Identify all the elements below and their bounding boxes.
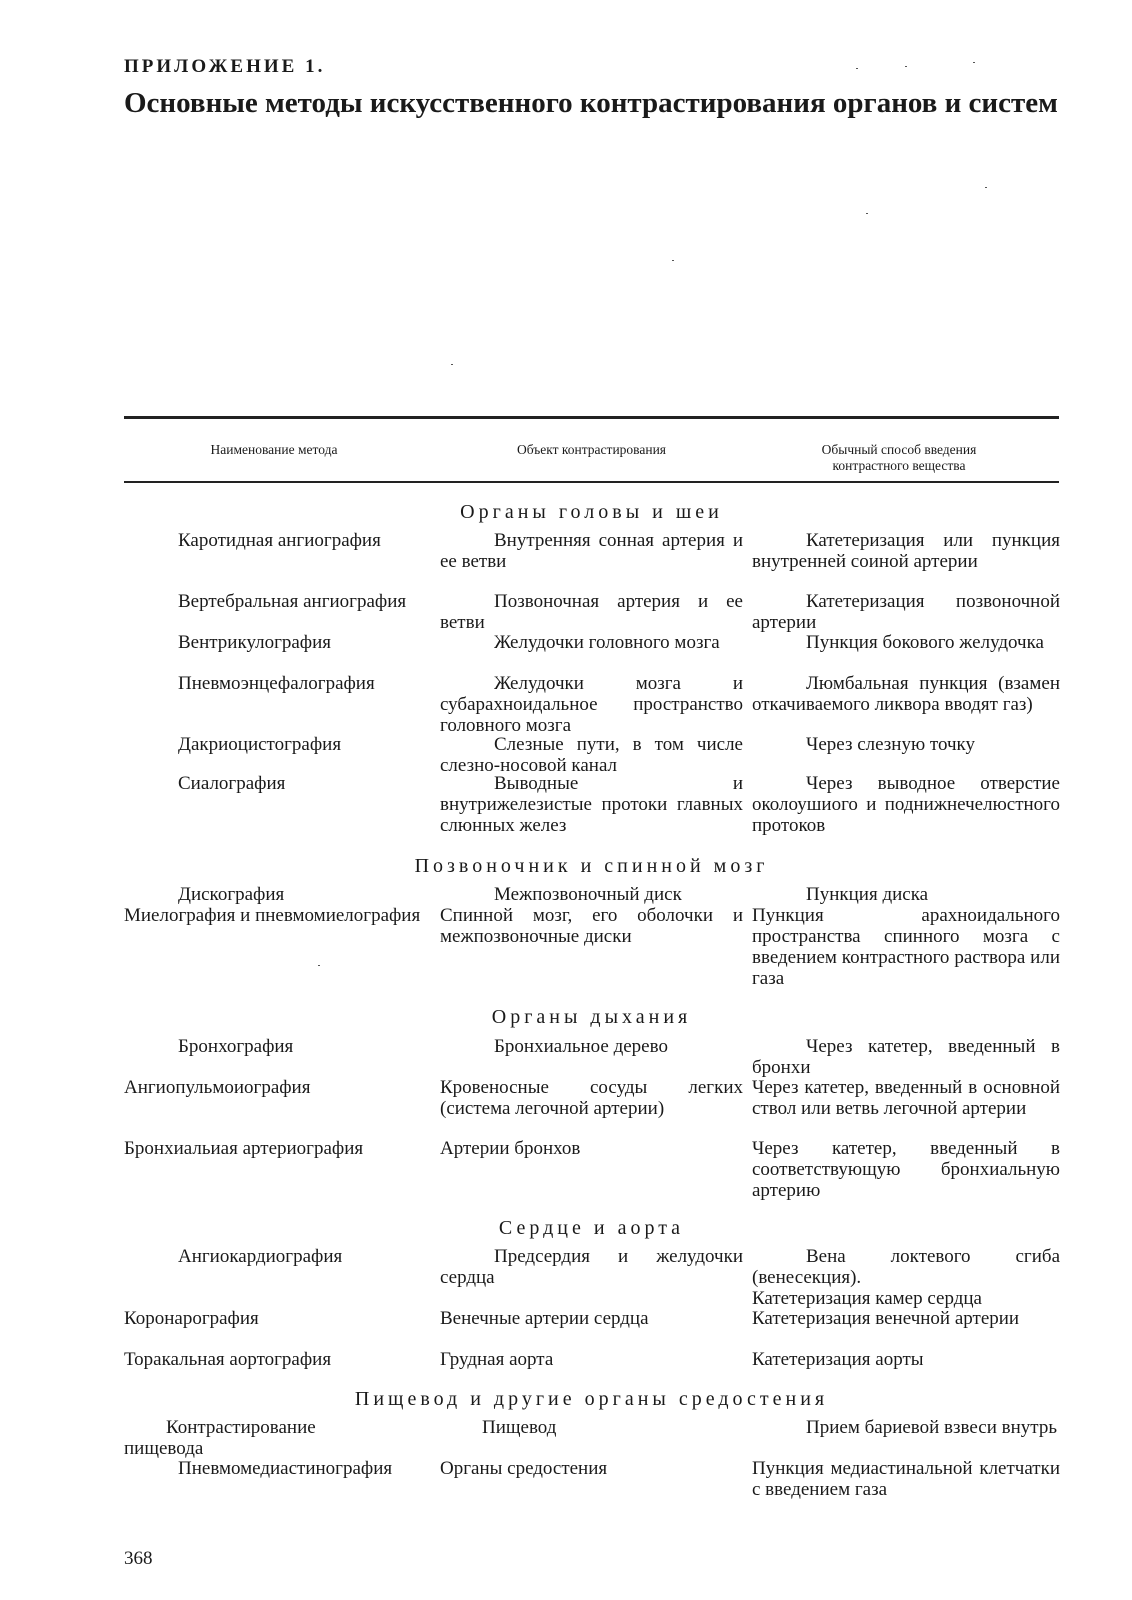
table-top-rule bbox=[124, 416, 1059, 419]
route-cell: Катетеризация венечной артерии bbox=[752, 1308, 1020, 1329]
scan-speck bbox=[451, 364, 453, 365]
method-cell: Коронарография bbox=[124, 1308, 259, 1329]
object-cell: Кровеносные сосуды легких (система легочной артерии) bbox=[440, 1077, 743, 1119]
route-cell: Катетеризация позвоночной артерии bbox=[752, 591, 1060, 633]
scan-speck bbox=[856, 68, 858, 69]
scan-speck bbox=[318, 965, 320, 966]
appendix-label: ПРИЛОЖЕНИЕ 1. bbox=[124, 56, 326, 77]
header-route: Обычный способ введения контрастного вещества bbox=[821, 442, 977, 473]
scan-speck bbox=[973, 62, 975, 63]
route-cell: Люмбальная пункция (взамен откачиваемого ликвора вводят газ) bbox=[752, 673, 1060, 715]
object-cell: Межпозвоночный диск bbox=[494, 884, 682, 905]
table-header-rule bbox=[124, 481, 1059, 483]
method-cell: Каротидная ангиография bbox=[178, 530, 381, 551]
method-cell: Пневмомедиастинография bbox=[178, 1458, 393, 1479]
object-cell: Органы средостения bbox=[440, 1458, 608, 1479]
method-cell: Вертебральная ангиография bbox=[178, 591, 407, 612]
header-object: Объект контрастирования bbox=[516, 442, 667, 457]
scan-speck bbox=[905, 66, 907, 67]
route-cell: Через слезную точку bbox=[806, 734, 975, 755]
method-cell: Торакальная аортография bbox=[124, 1349, 332, 1370]
method-cell: Дискография bbox=[178, 884, 285, 905]
page-title: Основные методы искусственного контрастирования органов и систем bbox=[124, 87, 1058, 119]
section-title: Органы головы и шеи bbox=[460, 501, 723, 523]
object-cell: Внутренняя сонная артерия и ее ветви bbox=[440, 530, 743, 572]
method-cell: Дакриоцистография bbox=[178, 734, 342, 755]
route-cell: Пункция бокового желудочка bbox=[806, 632, 1044, 653]
method-cell: Контрастирование пищевода bbox=[124, 1417, 316, 1459]
route-cell: Вена локтевого сгиба (венесекция). bbox=[752, 1246, 1060, 1288]
method-cell: Вентрикулография bbox=[178, 632, 332, 653]
section-title: Сердце и аорта bbox=[498, 1217, 685, 1239]
route-cell: Пункция арахноидального пространства спинного мозга с введением контрастного раствора или газа bbox=[752, 905, 1060, 989]
method-cell: Миелография и пневмомиелография bbox=[124, 905, 421, 926]
section-title: Пищевод и другие органы средостения bbox=[354, 1388, 829, 1410]
page-number: 368 bbox=[124, 1548, 153, 1569]
route-cell: Пункция медиастинальной клетчатки с введением газа bbox=[752, 1458, 1060, 1500]
route-cell: Через катетер, введенный в соответствующую бронхиальную артерию bbox=[752, 1138, 1060, 1201]
object-cell: Позвоночная артерия и ее ветви bbox=[440, 591, 743, 633]
object-cell: Грудная аорта bbox=[440, 1349, 554, 1370]
object-cell: Венечные артерии сердца bbox=[440, 1308, 649, 1329]
method-cell: Сиалография bbox=[178, 773, 286, 794]
object-cell: Спинной мозг, его оболочки и межпозвоночные диски bbox=[440, 905, 743, 947]
method-cell: Бронхография bbox=[178, 1036, 294, 1057]
section-title: Позвоночник и спинной мозг bbox=[414, 855, 769, 877]
scan-speck bbox=[985, 187, 987, 188]
object-cell: Предсердия и желудочки сердца bbox=[440, 1246, 743, 1288]
route-cell: Катетеризация камер сердца bbox=[752, 1288, 982, 1309]
route-cell: Через выводное отверстие околоушиого и поднижнечелюстного протоков bbox=[752, 773, 1060, 836]
object-cell: Слезные пути, в том числе слезно-носовой канал bbox=[440, 734, 743, 776]
object-cell: Пищевод bbox=[482, 1417, 557, 1438]
object-cell: Бронхиальное дерево bbox=[494, 1036, 668, 1057]
method-cell: Бронхиальиая артериография bbox=[124, 1138, 364, 1159]
route-cell: Катетеризация или пункция внутренней соиной артерии bbox=[752, 530, 1060, 572]
header-method: Наименование метода bbox=[210, 442, 338, 457]
method-cell: Ангиокардиография bbox=[178, 1246, 343, 1267]
object-cell: Артерии бронхов bbox=[440, 1138, 581, 1159]
method-cell: Ангиопульмоиография bbox=[124, 1077, 311, 1098]
section-title: Органы дыхания bbox=[491, 1006, 692, 1028]
object-cell: Выводные и внутрижелезистые протоки главных слюнных желез bbox=[440, 773, 743, 836]
route-cell: Катетеризация аорты bbox=[752, 1349, 924, 1370]
route-cell: Через катетер, введенный в бронхи bbox=[752, 1036, 1060, 1078]
method-cell: Пневмоэнцефалография bbox=[178, 673, 375, 694]
scan-speck bbox=[672, 260, 674, 261]
route-cell: Пункция диска bbox=[806, 884, 929, 905]
route-cell: Через катетер, введенный в основной ствол или ветвь легочной артерии bbox=[752, 1077, 1060, 1119]
object-cell: Желудочки головного мозга bbox=[494, 632, 720, 653]
route-cell: Прием бариевой взвеси внутрь bbox=[806, 1417, 1057, 1438]
object-cell: Желудочки мозга и субарахноидальное пространство головного мозга bbox=[440, 673, 743, 736]
scan-speck bbox=[866, 213, 868, 214]
